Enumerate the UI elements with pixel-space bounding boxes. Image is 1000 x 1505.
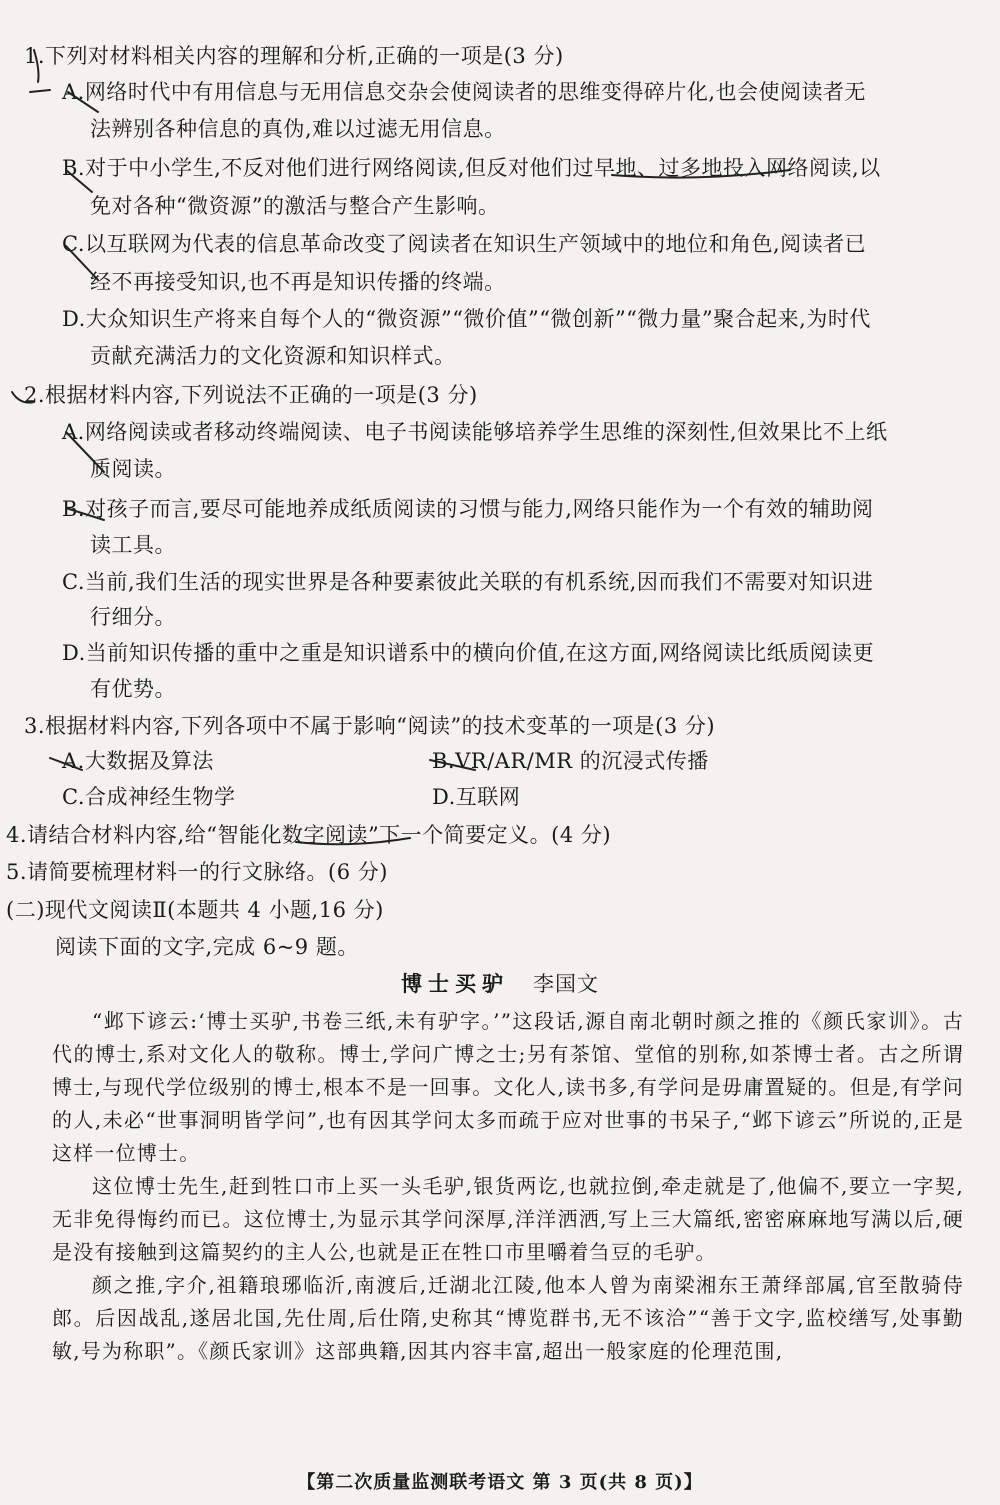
q2-stem: 2.根据材料内容,下列说法不正确的一项是(3 分) <box>24 383 478 407</box>
q2-option-a: A.网络阅读或者移动终端阅读、电子书阅读能够培养学生思维的深刻性,但效果比不上纸 <box>62 420 888 444</box>
q2-option-c: C.当前,我们生活的现实世界是各种要素彼此关联的有机系统,因而我们不需要对知识进 <box>62 570 874 594</box>
q1-option-c: C.以互联网为代表的信息革命改变了阅读者在知识生产领域中的地位和角色,阅读者已 <box>62 232 867 256</box>
q1-option-a-cont: 法辨别各种信息的真伪,难以过滤无用信息。 <box>90 117 506 141</box>
q2-option-b: B.对孩子而言,要尽可能地养成纸质阅读的习惯与能力,网络只能作为一个有效的辅助阅 <box>62 497 874 521</box>
q3-option-a: A.大数据及算法 <box>62 749 214 773</box>
article-paragraph: “邺下谚云:‘博士买驴,书卷三纸,未有驴字。’”这段话,源自南北朝时颜之推的《颜氏家训》。古代的博士,系对文化人的敬称。博士,学问广博之士;另有茶馆、堂倌的别称,如茶博士者。古之所谓博士,与现代学位级别的博士,根本不是一回事。文化人,读书多,有学问是毋庸置疑的。但是,有学问的人,未必“世事洞明皆学问”,也有因其学问太多而疏于应对世事的书呆子,“邺下谚云”所说的,正是这样一位博士。 <box>52 1009 964 1165</box>
q4-stem: 4.请结合材料内容,给“智能化数字阅读”下一个简要定义。(4 分) <box>6 823 612 847</box>
q1-option-c-cont: 经不再接受知识,也不再是知识传播的终端。 <box>90 270 506 294</box>
article-paragraph: 这位博士先生,赶到牲口市上买一头毛驴,银货两讫,也就拉倒,牵走就是了,他偏不,要立一字契,无非免得悔约而已。这位博士,为显示其学问深厚,洋洋洒洒,写上三大篇纸,密密麻麻地写满以后,硬是没有接触到这篇契约的主人公,也就是正在牲口市里嚼着刍豆的毛驴。 <box>52 1174 964 1264</box>
article-title-block <box>0 968 1000 998</box>
q5-stem: 5.请简要梳理材料一的行文脉络。(6 分) <box>6 860 388 884</box>
q1-option-b: B.对于中小学生,不反对他们进行网络阅读,但反对他们过早地、过多地投入网络阅读,以 <box>62 156 881 180</box>
q3-option-d: D.互联网 <box>432 785 521 809</box>
section-instruction: 阅读下面的文字,完成 6~9 题。 <box>55 935 359 959</box>
pen-dash-mark <box>30 90 50 92</box>
article-paragraph: 颜之推,字介,祖籍琅琊临沂,南渡后,迁湖北江陵,他本人曾为南梁湘东王萧绎部属,官至散骑侍郎。后因战乱,遂居北国,先仕周,后仕隋,史称其“博览群书,无不该洽”“善于文字,监校缮写,处事勤敏,号为称职”。《颜氏家训》这部典籍,因其内容丰富,超出一般家庭的伦理范围, <box>52 1273 964 1363</box>
page-footer: 【第二次质量监测联考语文 第 3 页(共 8 页)】 <box>297 1472 703 1493</box>
q1-option-d-cont: 贡献充满活力的文化资源和知识样式。 <box>90 344 456 368</box>
q1-option-d: D.大众知识生产将来自每个人的“微资源”“微价值”“微创新”“微力量”聚合起来,为时代 <box>62 307 871 331</box>
section-heading: (二)现代文阅读Ⅱ(本题共 4 小题,16 分) <box>6 898 384 922</box>
q3-stem: 3.根据材料内容,下列各项中不属于影响“阅读”的技术变革的一项是(3 分) <box>24 714 716 738</box>
q1-option-b-cont: 免对各种“微资源”的激活与整合产生影响。 <box>90 194 500 218</box>
q2-option-d-cont: 有优势。 <box>90 677 176 701</box>
article-author: 李国文 <box>533 972 599 996</box>
q2-option-c-cont: 行细分。 <box>90 605 176 629</box>
q3-option-c: C.合成神经生物学 <box>62 785 236 809</box>
q2-option-d: D.当前知识传播的重中之重是知识谱系中的横向价值,在这方面,网络阅读比纸质阅读更 <box>62 641 875 665</box>
q1-stem: 1.下列对材料相关内容的理解和分析,正确的一项是(3 分) <box>24 44 564 68</box>
article-title: 博士买驴 <box>401 971 509 996</box>
q1-option-a: A.网络时代中有用信息与无用信息交杂会使阅读者的思维变得碎片化,也会使阅读者无 <box>62 80 867 104</box>
q2-option-a-cont: 质阅读。 <box>90 457 176 481</box>
q2-option-b-cont: 读工具。 <box>90 533 176 557</box>
article-body <box>52 1005 964 1368</box>
q3-option-b: B.VR/AR/MR 的沉浸式传播 <box>432 749 709 773</box>
